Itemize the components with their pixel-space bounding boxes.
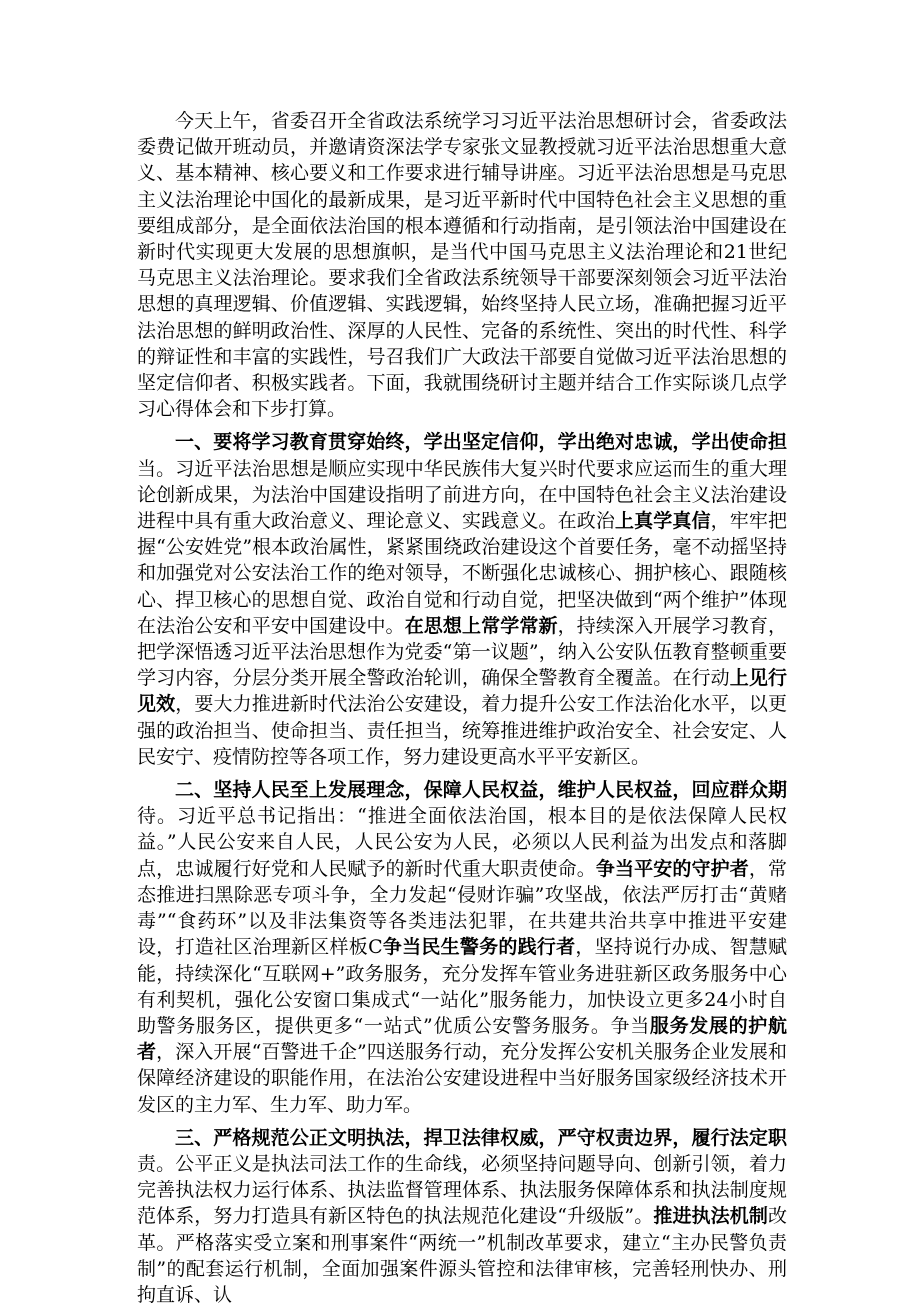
paragraph-text: ，要大力推进新时代法治公安建设，着力提升公安工作法治化水平，以更强的政治担当、使命担当、责任担当，统筹推进维护政治安全、社会安定、人民安宁、疫情防控等各项工作，努力建设更高水平平安新区。 [137,693,787,768]
section-2-heading: 二、坚持人民至上发展理念，保障人民权益，维护人民权益，回应群众期 [175,779,787,802]
paragraph-section-3 [137,1125,787,1308]
document-body [137,108,787,1315]
paragraph-text: 改革。严格落实受立案和刑事案件“两统一”机制改革要求，建立“主办民警负责制”的配套运行机制，全面加强案件源头管控和法律审核，完善轻刑快办、刑拘直诉、认 [137,1205,787,1306]
key-phrase: 上见行见效 [137,667,787,716]
paragraph-text: 责。公平正义是执法司法工作的生命线，必须坚持问题导向、创新引领，着力完善执法权力运行体系、执法监督管理体系、执法服务保障体系和执法制度规范体系，努力打造具有新区特色的执法规范化建设“升级版”。 [137,1152,787,1228]
paragraph-section-1 [137,429,787,770]
section-1-heading: 一、要将学习教育贯穿始终，学出坚定信仰，学出绝对忠诚，学出使命担 [175,431,787,454]
paragraph-text: 待。习近平总书记指出：“推进全面依法治国，根本目的是依法保障人民权益。”人民公安来自人民，人民公安为人民，必须以人民利益为出发点和落脚点，忠诚履行好党和人民赋予的新时代重大职责使命。 [137,805,787,880]
paragraph-text: ，牢牢把握“公安姓党”根本政治属性，紧紧围绕政治建设这个首要任务，毫不动摇坚持和加强党对公安法治工作的绝对领导，不断强化忠诚核心、拥护核心、跟随核心、捍卫核心的思想自觉、政治自觉和行动自觉，把坚决做到“两个维护”体现在法治公安和平安中国建设中。 [137,510,787,637]
key-phrase: 在思想上常学常新 [404,614,558,637]
paragraph-text: ，深入开展“百警进千企”四送服务行动，充分发挥公安机关服务企业发展和保障经济建设的职能作用，在法治公安建设进程中当好服务国家级经济技术开发区的主力军、生力军、助力军。 [137,1041,787,1116]
key-phrase: 服务发展的护航者 [137,1014,787,1064]
key-phrase: 上真学真信 [615,510,711,533]
key-phrase: 争当平安的守护者 [595,857,749,880]
key-phrase: 争当民生警务的践行者 [382,936,576,959]
paragraph-text: 当。习近平法治思想是顺应实现中华民族伟大复兴时代要求应运而生的重大理论创新成果，为法治中国建设指明了前进方向，在中国特色社会主义法治建设进程中具有重大政治意义、理论意义、实践意义。在政治 [137,457,787,533]
paragraph-text: ，常态推进扫黑除恶专项斗争，全力发起“侵财诈骗”攻坚战，依法严厉打击“黄赌毒”“食药环”以及非法集资等各类违法犯罪，在共建共治共享中推进平安建设，打造社区治理新区样板C [137,857,787,959]
paragraph-text: 今天上午，省委召开全省政法系统学习习近平法治思想研讨会，省委政法委费记做开班动员，并邀请资深法学专家张文显教授就习近平法治思想重大意义、基本精神、核心要义和工作要求进行辅导讲座。习近平法治思想是马克思主义法治理论中国化的最新成果，是习近平新时代中国特色社会主义思想的重要组成部分，是全面依法治国的根本遵循和行动指南，是引领法治中国建设在新时代实现更大发展的思想旗帜，是当代中国马克思主义法治理论和21世纪马克思主义法治理论。要求我们全省政法系统领导干部要深刻领会习近平法治思想的真理逻辑、价值逻辑、实践逻辑，始终坚持人民立场，准确把握习近平法治思想的鲜明政治性、深厚的人民性、完备的系统性、突出的时代性、科学的辩证性和丰富的实践性，号召我们广大政法干部要自觉做习近平法治思想的坚定信仰者、积极实践者。下面，我就围绕研讨主题并结合工作实际谈几点学习心得体会和下步打算。 [137,110,787,421]
key-phrase: 推进执法机制 [653,1205,768,1228]
paragraph-text: ，持续深入开展学习教育，把学深悟透习近平法治思想作为党委“第一议题”，纳入公安队伍教育整顿重要学习内容，分层分类开展全警政治轮训，确保全警教育全覆盖。在行动 [137,614,787,690]
paragraph-intro [137,108,787,422]
paragraph-section-2 [137,777,787,1118]
section-3-heading: 三、严格规范公正文明执法，捍卫法律权威，严守权责边界，履行法定职 [175,1126,787,1149]
paragraph-text: ，坚持说行办成、智慧赋能，持续深化“互联网+”政务服务，充分发挥车管业务进驻新区政务服务中心有利契机，强化公安窗口集成式“一站化”服务能力，加快设立更多24小时自助警务服务区，提供更多“一站式”优质公安警务服务。争当 [137,936,787,1037]
